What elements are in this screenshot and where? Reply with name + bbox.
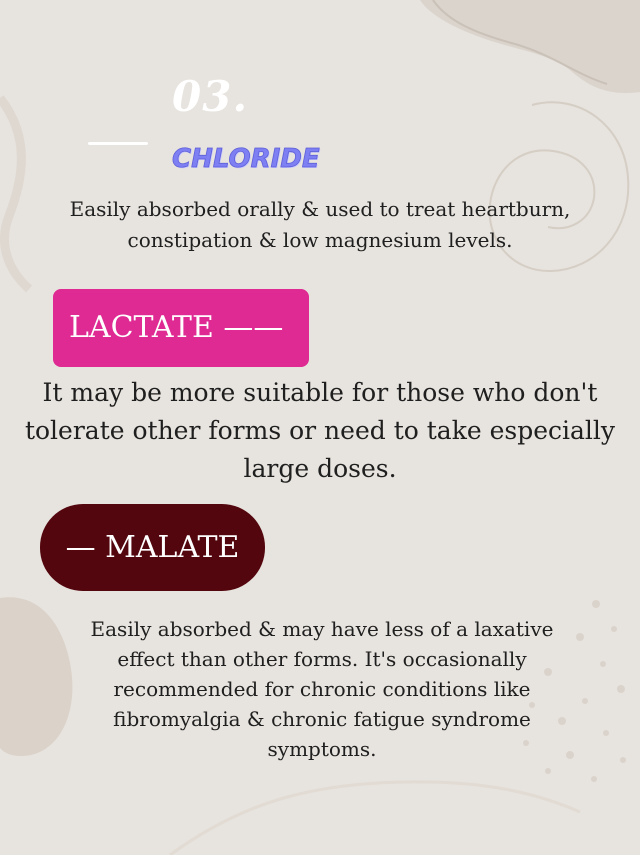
background-lines-bottom	[170, 782, 580, 855]
section-description: Easily absorbed orally & used to treat heartburn, constipation & low magnesium levels.	[69, 197, 571, 252]
background-lines-left	[0, 98, 29, 289]
lactate-description: It may be more suitable for those who don't tolerate other forms or need to take especially large doses.	[24, 378, 616, 483]
section-number-divider	[88, 142, 148, 145]
malate-description: Easily absorbed & may have less of a laxative effect than other forms. It's occasionally recommended for chronic conditions like fibromyalgia & chronic fatigue syndrome symptoms.	[90, 617, 554, 761]
section-title: CHLORIDE	[172, 144, 320, 174]
malate-badge	[40, 504, 265, 591]
background-blob-top-right	[420, 0, 640, 93]
lactate-label: LACTATE ——	[69, 310, 284, 345]
background-blob-bottom-left	[0, 597, 72, 756]
malate-label: — MALATE	[65, 529, 240, 565]
lactate-badge	[53, 289, 309, 367]
section-number: 03.	[172, 72, 249, 121]
